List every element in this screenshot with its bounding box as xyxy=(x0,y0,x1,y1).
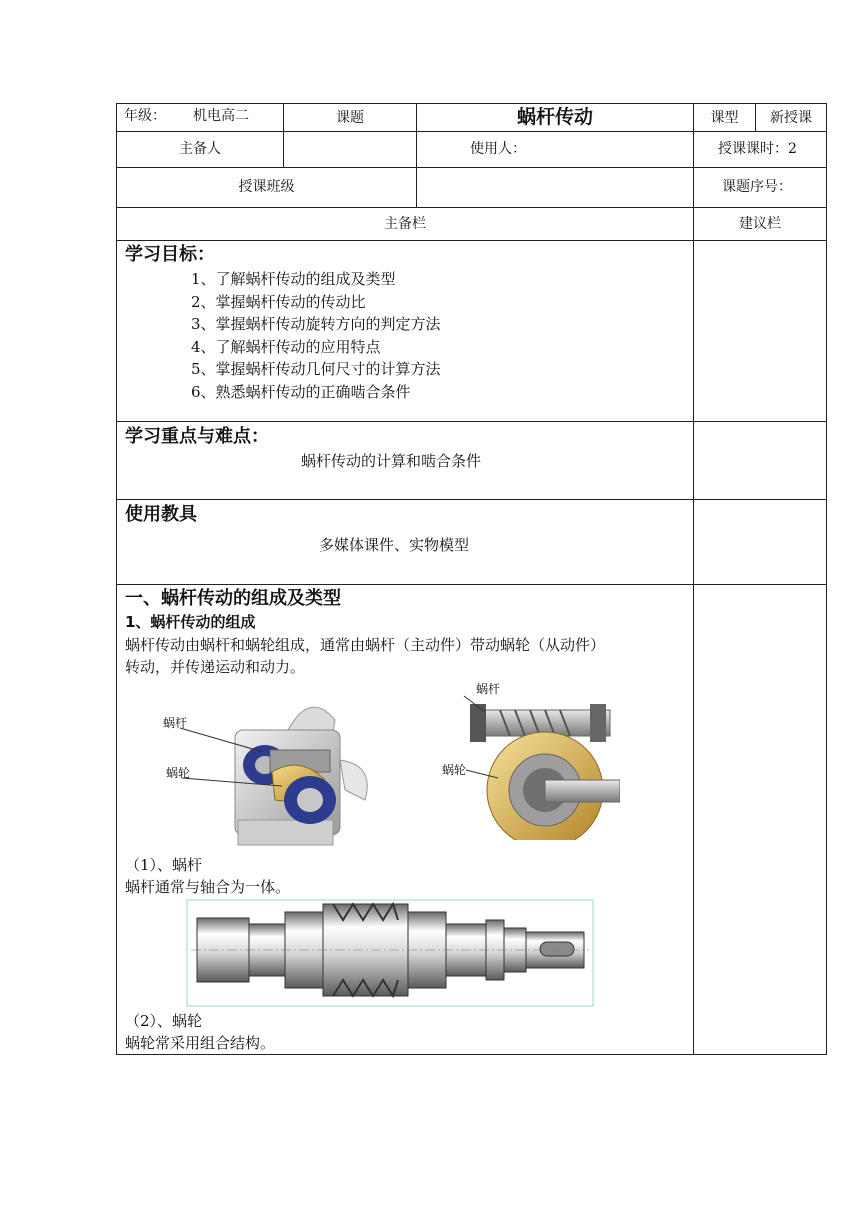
topic-title: 蜗杆传动 xyxy=(516,106,593,128)
table-row-divider xyxy=(116,167,827,168)
user-label: 使用人： xyxy=(470,141,526,157)
objective-item: 3、掌握蜗杆传动旋转方向的判定方法 xyxy=(191,315,441,333)
worm-subheading: （1）、蜗杆 xyxy=(125,856,203,874)
table-border-right xyxy=(826,103,827,1055)
table-border-top xyxy=(116,103,827,104)
objective-item: 6、熟悉蜗杆传动的正确啮合条件 xyxy=(191,382,411,401)
grade-label: 年级： xyxy=(124,108,166,124)
wheel-description: 蜗轮常采用组合结构。 xyxy=(125,1034,276,1052)
section-paragraph-line: 蜗杆传动由蜗杆和蜗轮组成，通常由蜗杆（主动件）带动蜗轮（从动件） xyxy=(125,636,606,654)
table-row-divider xyxy=(116,131,827,132)
teaching-hours: 授课课时：2 xyxy=(718,141,797,157)
table-row-divider xyxy=(116,207,827,208)
wheel-subheading: （2）、蜗轮 xyxy=(125,1012,203,1030)
figure-label-wheel: 蜗轮 xyxy=(442,763,467,777)
main-column-label: 主备栏 xyxy=(384,216,426,232)
key-points-text: 蜗杆传动的计算和啮合条件 xyxy=(301,452,482,470)
preparer-label: 主备人 xyxy=(179,141,221,157)
table-row-divider xyxy=(116,584,827,585)
worm-shaft-drawing xyxy=(185,898,595,1008)
figure-label-worm: 蜗杆 xyxy=(476,682,501,696)
objective-item: 4、了解蜗杆传动的应用特点 xyxy=(191,337,381,356)
grade-value: 机电高二 xyxy=(193,108,249,124)
table-border-left xyxy=(116,103,117,1055)
table-row-divider xyxy=(116,499,827,500)
table-col-divider xyxy=(693,103,694,1055)
section-paragraph-line: 转动，并传递运动和动力。 xyxy=(125,658,306,676)
tools-text: 多媒体课件、实物模型 xyxy=(319,536,470,554)
lesson-type-value: 新授课 xyxy=(770,110,812,126)
objectives-list xyxy=(191,268,441,403)
tools-heading: 使用教具 xyxy=(125,504,197,525)
key-points-heading: 学习重点与难点： xyxy=(125,426,269,447)
lesson-type-label: 课型 xyxy=(710,110,739,126)
figure-label-wheel: 蜗轮 xyxy=(166,766,191,780)
table-row-divider xyxy=(116,421,827,422)
topic-label: 课题 xyxy=(336,110,364,126)
figure-label-worm: 蜗杆 xyxy=(163,716,188,730)
worm-and-wheel-image xyxy=(440,680,620,840)
table-row-divider xyxy=(116,240,827,241)
subsection-heading: 1、蜗杆传动的组成 xyxy=(125,613,256,631)
class-label: 授课班级 xyxy=(238,179,295,195)
worm-description: 蜗杆通常与轴合为一体。 xyxy=(125,878,291,896)
section-heading: 一、蜗杆传动的组成及类型 xyxy=(125,588,341,609)
objective-item: 2、掌握蜗杆传动的传动比 xyxy=(191,292,366,311)
objectives-heading: 学习目标： xyxy=(125,244,215,265)
objective-item: 1、了解蜗杆传动的组成及类型 xyxy=(191,270,396,288)
objective-item: 5、掌握蜗杆传动几何尺寸的计算方法 xyxy=(191,360,441,378)
table-border-bottom xyxy=(116,1054,827,1055)
worm-gear-reducer-image xyxy=(160,690,390,850)
suggestion-column-label: 建议栏 xyxy=(739,216,781,232)
sequence-label: 课题序号： xyxy=(722,179,792,195)
